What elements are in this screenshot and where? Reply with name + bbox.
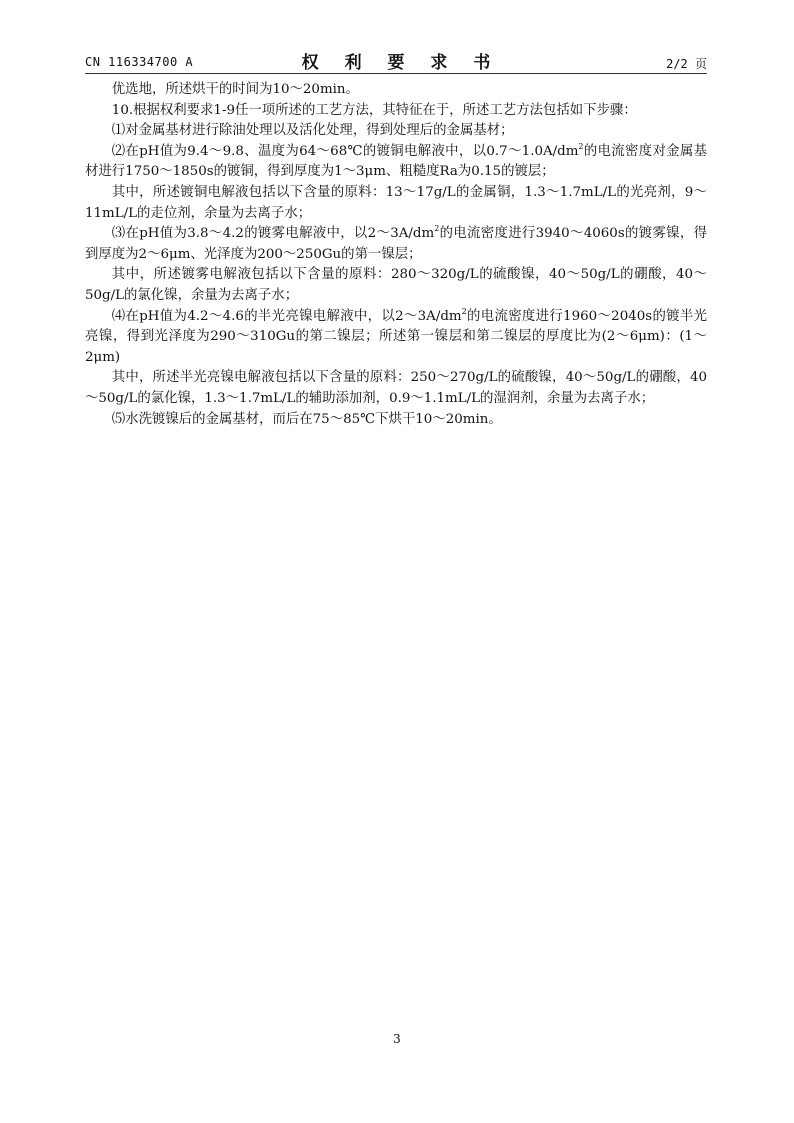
step-2-text-b: 的电流密度对金属基材进行1750～1850s的镀铜，得到厚度为1～3μm、粗糙度Ra为0.15的镀层； <box>85 143 707 180</box>
superscript: 2 <box>434 224 440 234</box>
step-3 <box>85 224 707 265</box>
step-5: ⑸水洗镀镍后的金属基材，而后在75～85℃下烘干10～20min。 <box>111 411 502 427</box>
publication-number: CN 116334700 A <box>85 55 194 69</box>
step-4 <box>85 307 707 369</box>
superscript: 2 <box>578 141 584 151</box>
step-2 <box>85 142 707 183</box>
superscript: 2 <box>461 306 467 316</box>
step-3-text-a: ⑶在pH值为3.8～4.2的镀雾电解液中，以2～3A/dm <box>111 226 435 242</box>
matte-electrolyte-composition: 其中，所述镀雾电解液包括以下含量的原料：280～320g/L的硫酸镍，40～50g/L的硼酸，40～50g/L的氯化镍，余量为去离子水； <box>85 267 707 303</box>
step-3-text-b: 的电流密度进行3940～4060s的镀雾镍，得到厚度为2～6μm、光泽度为200～250Gu的第一镍层； <box>85 226 707 262</box>
semi-bright-electrolyte-composition: 其中，所述半光亮镍电解液包括以下含量的原料：250～270g/L的硫酸镍，40～50g/L的硼酸，40～50g/L的氯化镍，1.3～1.7mL/L的辅助添加剂，0.9～1.1mL/L的湿润剂，余量为去离子水； <box>85 370 707 406</box>
page-header <box>85 48 707 72</box>
copper-electrolyte-composition: 其中，所述镀铜电解液包括以下含量的原料：13～17g/L的金属铜，1.3～1.7mL/L的光亮剂，9～11mL/L的走位剂，余量为去离子水； <box>85 184 707 221</box>
step-4-text-b: 的电流密度进行1960～2040s的镀半光亮镍，得到光泽度为290～310Gu的第二镍层；所述第一镍层和第二镍层的厚度比为(2～6μm)：(1～2μm) <box>85 308 707 365</box>
page-indicator: 2/2 页 <box>666 57 707 71</box>
claim-paragraph: 优选地，所述烘干的时间为10～20min。 <box>111 82 359 97</box>
claim-10-heading: 10.根据权利要求1-9任一项所述的工艺方法，其特征在于，所述工艺方法包括如下步骤： <box>111 102 637 118</box>
header-divider <box>85 73 707 74</box>
document-title: 权 利 要 求 书 <box>301 53 501 73</box>
page-number: 3 <box>393 1032 401 1046</box>
step-2-text-a: ⑵在pH值为9.4～9.8、温度为64～68℃的镀铜电解液中，以0.7～1.0A/dm <box>111 143 579 159</box>
step-1: ⑴对金属基材进行除油处理以及活化处理，得到处理后的金属基材； <box>111 123 514 139</box>
claims-body <box>85 80 707 430</box>
step-4-text-a: ⑷在pH值为4.2～4.6的半光亮镍电解液中，以2～3A/dm <box>111 308 462 324</box>
